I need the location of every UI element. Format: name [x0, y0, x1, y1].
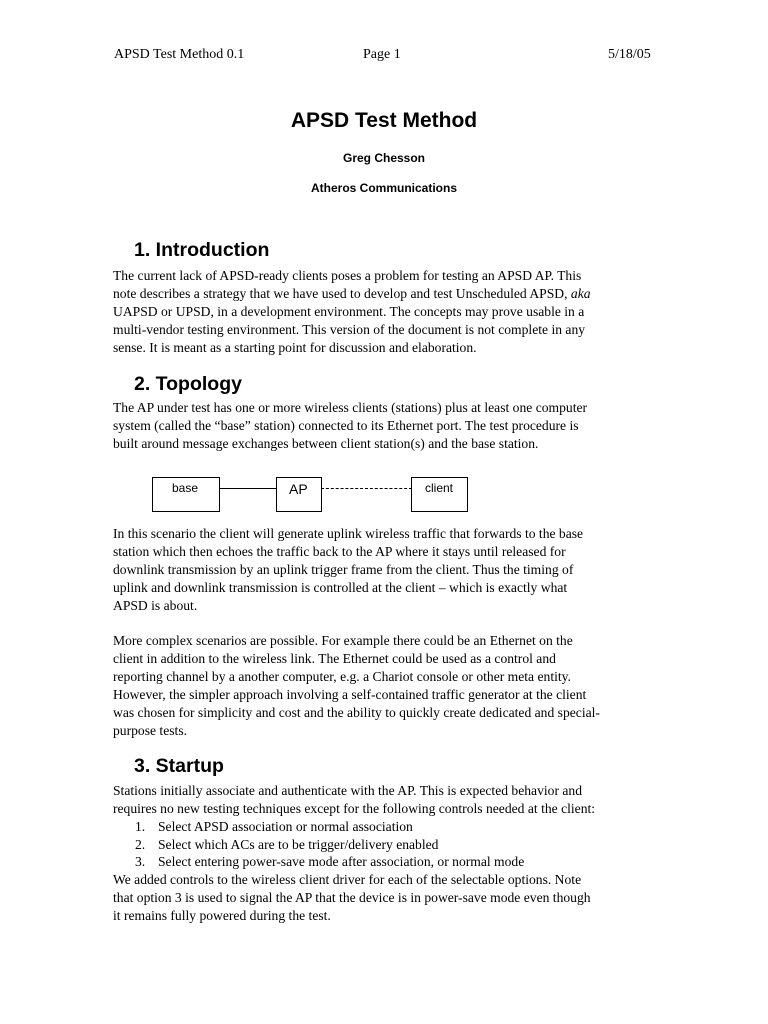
introduction-paragraph	[113, 267, 658, 357]
text-line: More complex scenarios are possible. For example there could be an Ethernet on the	[113, 633, 573, 648]
text-line: downlink transmission by an uplink trigger frame from the client. Thus the timing of	[113, 562, 574, 577]
text-line: built around message exchanges between client station(s) and the base station.	[113, 436, 539, 451]
ap-box	[276, 477, 322, 512]
text-line: client in addition to the wireless link. The Ethernet could be used as a control and	[113, 651, 556, 666]
text-line: requires no new testing techniques except for the following controls needed at the client:	[113, 801, 596, 816]
list-item	[113, 853, 658, 871]
list-item	[113, 836, 658, 854]
section-heading-startup: 3. Startup	[134, 755, 224, 777]
list-item-text: Select APSD association or normal association	[158, 819, 413, 834]
header-page-number: Page 1	[363, 47, 401, 62]
topology-paragraph-3	[113, 632, 658, 740]
text-line: reporting channel by a another computer, e.g. a Chariot console or other meta entity.	[113, 669, 571, 684]
section-heading-topology: 2. Topology	[134, 373, 242, 395]
list-item-text: Select entering power-save mode after association, or normal mode	[158, 854, 525, 869]
text-line: However, the simpler approach involving a self-contained traffic generator at the client	[113, 687, 587, 702]
text-fragment: note describes a strategy that we have used to develop and test Unscheduled APSD,	[113, 286, 571, 301]
text-line: We added controls to the wireless client driver for each of the selectable options. Note	[113, 872, 582, 887]
client-box	[411, 477, 468, 512]
topology-paragraph-2	[113, 525, 658, 615]
text-line: Stations initially associate and authenticate with the AP. This is expected behavior and	[113, 783, 583, 798]
base-station-box	[152, 477, 220, 512]
section-heading-introduction: 1. Introduction	[134, 239, 270, 261]
header-doc-title: APSD Test Method 0.1	[114, 47, 245, 62]
text-line: station which then echoes the traffic back to the AP where it stays until released for	[113, 544, 566, 559]
text-line: multi-vendor testing environment. This version of the document is not complete in any	[113, 322, 586, 337]
list-item	[113, 818, 658, 836]
organization: Atheros Communications	[310, 181, 457, 195]
text-line: UAPSD or UPSD, in a development environment. The concepts may prove usable in a	[113, 304, 585, 319]
text-line: uplink and downlink transmission is controlled at the client – which is exactly what	[113, 580, 568, 595]
list-item-number: 1.	[135, 819, 146, 834]
wireless-link	[321, 488, 412, 489]
list-item-number: 3.	[135, 854, 146, 869]
client-label: client	[425, 481, 454, 495]
page-title: APSD Test Method	[290, 109, 478, 132]
text-line: it remains fully powered during the test.	[113, 908, 331, 923]
header-date: 5/18/05	[608, 47, 651, 62]
text-line: In this scenario the client will generate uplink wireless traffic that forwards to the base	[113, 526, 584, 541]
startup-paragraph	[113, 782, 658, 818]
aka-emphasis: aka	[570, 286, 591, 301]
list-item-number: 2.	[135, 836, 146, 852]
text-line: The AP under test has one or more wireless clients (stations) plus at least one computer	[113, 400, 588, 415]
startup-options-list	[113, 818, 658, 871]
base-label: base	[172, 481, 199, 495]
text-line: purpose tests.	[113, 723, 188, 738]
list-item-text: Select which ACs are to be trigger/delivery enabled	[158, 836, 439, 852]
text-line: APSD is about.	[113, 598, 198, 613]
text-line: The current lack of APSD-ready clients poses a problem for testing an APSD AP. This	[113, 268, 582, 283]
text-line: that option 3 is used to signal the AP that the device is in power-save mode even though	[113, 890, 591, 905]
text-line	[113, 285, 658, 303]
topology-paragraph-1	[113, 399, 658, 453]
text-line: system (called the “base” station) connected to its Ethernet port. The test procedure is	[113, 418, 579, 433]
author: Greg Chesson	[342, 151, 426, 165]
wired-link	[219, 488, 277, 489]
ap-label: AP	[289, 481, 308, 497]
startup-paragraph-2	[113, 871, 658, 925]
text-line: sense. It is meant as a starting point for discussion and elaboration.	[113, 340, 477, 355]
text-line: was chosen for simplicity and cost and the ability to quickly create dedicated and special-	[113, 705, 600, 720]
